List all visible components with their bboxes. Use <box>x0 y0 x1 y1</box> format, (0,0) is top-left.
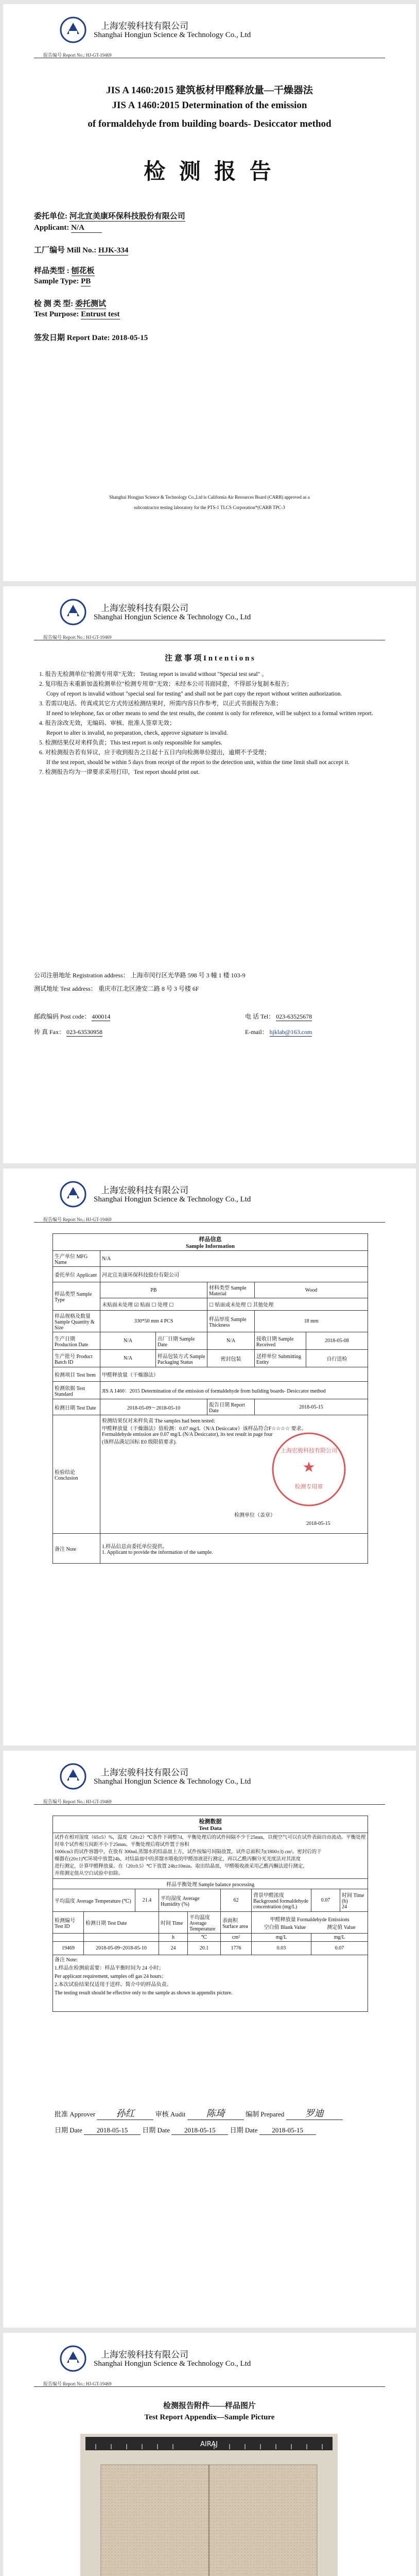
test-data-table <box>53 1816 368 2012</box>
notice-list <box>39 670 383 777</box>
qty-value: 330*50 mm 4 PCS <box>100 1311 207 1332</box>
unit-label: 送样单位 Submitting Entity <box>255 1350 306 1367</box>
date-value-1: 2018-05-15 <box>84 2126 141 2135</box>
tel-value: 023-63525678 <box>276 1013 312 1020</box>
batch-value: N/A <box>100 1350 156 1367</box>
stype-value: PB <box>100 1282 207 1298</box>
notice-item: 4. 报告涂改无效，无编码、审核、批准人签章无效； <box>39 720 176 726</box>
report-number: 报告编号 Report No.: HJ-GT-19469 <box>43 2381 112 2386</box>
report-header <box>39 13 389 46</box>
carb-line-1: Shanghai Hongjun Science & Technology Co.,Ltd is California Air Resources Board (CARB) approved as a <box>109 495 310 500</box>
notice-item: 1. 报告无检测单位"检测专用章"无效； Testing report is invalid without "Special test seal" 。 <box>39 671 268 677</box>
company-name-en: Shanghai Hongjun Science & Technology Co., Ltd <box>94 2360 251 2368</box>
result-head-temp: 平均温度 Average Temperature <box>188 1912 221 1934</box>
applicant-cn-row <box>34 210 185 222</box>
sample-cn-value: 刨花板 <box>72 265 95 276</box>
editor-label: 编制 Prepared <box>245 2110 285 2118</box>
purpose-en-value: Entrust test <box>81 310 120 318</box>
item-value: 甲醛释放量（干燥器法） <box>100 1367 368 1382</box>
purpose-cn-label: 检 测 类 型: <box>34 300 74 308</box>
sample-cn-row <box>34 265 95 276</box>
balance-hum: 62 <box>221 1889 252 1912</box>
seal-text: 上海宏骏科技有限公司 <box>281 1447 337 1454</box>
result-time: 24 <box>159 1942 188 1955</box>
date-label-2: 日期 Date <box>142 2126 170 2134</box>
mill-row <box>34 244 128 256</box>
method-line: 试件在相对湿度（65±5）%，温度（20±2）℃条件下调整7d，平衡处理后的试件间隔不少于25mm，以便空气可以在试件表面自由流动。平衡处理时单个试件相互间距不小于25mm。平衡处理后将试件置于容积 <box>55 1835 366 1848</box>
method-cell <box>53 1833 368 1879</box>
info-title-cn: 样品信息 <box>199 1236 222 1243</box>
date-row <box>55 2125 316 2135</box>
unit-date <box>84 1934 159 1942</box>
report-number: 报告编号 Report No.: HJ-GT-19469 <box>43 1799 112 1804</box>
rdate-value: 2018-05-15 <box>255 1399 368 1415</box>
sample-info-table <box>53 1233 368 1564</box>
remark-cell <box>100 1534 368 1564</box>
post-code-row <box>34 1012 110 1021</box>
company-logo-icon <box>60 1763 86 1790</box>
applicant-en-row <box>34 224 102 233</box>
email-row <box>245 1027 312 1037</box>
company-name-cn: 上海宏骏科技有限公司 <box>101 1768 188 1777</box>
balance-time-cell <box>340 1889 368 1912</box>
balance-title: 样品平衡处理 Sample balance processing <box>53 1879 368 1889</box>
company-name-cn: 上海宏骏科技有限公司 <box>101 1185 188 1195</box>
company-name-en: Shanghai Hongjun Science & Technology Co., Ltd <box>94 31 251 39</box>
result-id: 19469 <box>53 1942 84 1955</box>
result-temp: 20.1 <box>188 1942 221 1955</box>
method-line: 1000cm3 的试件容器中，在放有 300mL蒸馏水的结晶皿上方，试件按编号间隔放置，试件总面积为(1800±3) cm²。密封后的干 <box>55 1850 322 1855</box>
balance-temp: 21.4 <box>135 1889 159 1912</box>
company-logo-icon <box>60 2345 86 2372</box>
material-options: ☐ 贴面或未处理 ☐ 其他处理 <box>207 1298 368 1311</box>
test-address-label: 测试地址 Test address： <box>34 985 97 992</box>
unit-blank: mg/L <box>252 1934 311 1942</box>
title-en-2: of formaldehyde from building boards- Desiccator method <box>88 118 331 129</box>
reg-address-value: 上海市闵行区光华路 598 号 3 幢 1 楼 103-9 <box>130 972 246 979</box>
item-label: 检测项目 Test Item <box>53 1367 100 1382</box>
date-label-3: 日期 Date <box>230 2126 258 2134</box>
report-date-value: 2018-05-15 <box>112 334 148 342</box>
page-cover <box>3 4 416 581</box>
method-line: 燥器在(20±1)℃环境中放置24h，对结晶皿中的蒸馏水吸收的甲醛溶液进行测定，再以乙酰丙酮分光光度法对其浓度 <box>55 1857 301 1862</box>
result-area: 1776 <box>221 1942 252 1955</box>
notice-item: 3. 若需以电话、传真或其它方式传送检测结果时，所需内容只作参考，以正式书面报告为准； <box>39 701 282 707</box>
notice-item: If the test report, should be within 5 days from receipt of the report to the detection unit, within the time limit shall not accept it. <box>46 759 350 766</box>
company-logo-icon <box>60 599 86 625</box>
pack-label: 样品包装方式 Sample Packaging Status <box>156 1350 207 1367</box>
report-number: 报告编号 Report No.: HJ-GT-19469 <box>43 1217 112 1222</box>
company-name-en: Shanghai Hongjun Science & Technology Co., Ltd <box>94 1195 251 1204</box>
report-number: 报告编号 Report No.: HJ-GT-19469 <box>43 53 112 58</box>
conclusion-label: 检验结论 Conclusion <box>53 1415 100 1534</box>
checker-signature: 陈琦 <box>187 2106 244 2120</box>
balance-time: 24 <box>342 1904 347 1910</box>
date-label-1: 日期 Date <box>55 2126 82 2134</box>
header-divider <box>34 1222 385 1223</box>
notice-item: Copy of report is invalid without "special seal for testing" and shall not be part copy the report without written authorization. <box>46 691 342 697</box>
note-line: 1.样品在检测前需要：样品平衡时间为 24 小时； <box>55 1965 164 1971</box>
mill-value: HJK-334 <box>98 246 129 255</box>
notice-item: If need to telephone, fax or other means to send the test results, the content is only for reference, will be subject to a formal written report. <box>46 710 373 717</box>
recv-label: 接收日期 Sample Received <box>255 1332 306 1350</box>
reg-address-row <box>34 971 246 979</box>
report-header <box>39 2342 389 2375</box>
appendix-title-en: Test Report Appendix—Sample Picture <box>144 2413 275 2421</box>
applicant-en-label: Applicant: <box>34 224 69 232</box>
conclusion-cell <box>100 1415 368 1534</box>
header-divider <box>34 1804 385 1805</box>
unit-time: h <box>159 1934 188 1942</box>
sample-en-value: PB <box>81 277 91 285</box>
purpose-en-row <box>34 310 120 319</box>
company-name-cn: 上海宏骏科技有限公司 <box>101 21 188 31</box>
post-code-value: 400014 <box>92 1013 111 1020</box>
note-line: The testing result should be effective only to the sample as shown in appendix picture. <box>55 1990 233 1996</box>
conclusion-line: (该样品满足国标 E0 级限值要求). <box>102 1439 177 1445</box>
method-line: 进行测定，计算甲醛释放量。在（20±0.5）℃下放置 24h±10min。取出结晶皿，甲醛吸收液采用乙酰丙酮法进行测定， <box>55 1864 308 1869</box>
note-line: Per applicant requirement, samples off gas 24 hours； <box>55 1974 167 1979</box>
stype-label: 样品类型 Sample Type <box>53 1282 100 1311</box>
result-head-emission-cell <box>252 1912 368 1934</box>
title-cn: JIS A 1460:2015 建筑板材甲醛释放量—干燥器法 <box>106 85 313 96</box>
conclusion-line: 甲醛释放量（干燥器法）值检测：0.07 mg/L（N/A Desiccator）该样品符合F☆☆☆☆ 要求。 <box>102 1426 307 1432</box>
company-name-cn: 上海宏骏科技有限公司 <box>101 2350 188 2360</box>
mfg-value: N/A <box>100 1251 368 1267</box>
result-head-emission: 甲醛释放量 Formaldehyde Emissions <box>270 1917 350 1923</box>
company-logo-icon <box>60 16 86 43</box>
applicant-value: 河北宜美康环保科技股份有限公司 <box>100 1267 368 1282</box>
prod-label: 生产日期 Production Date <box>53 1332 100 1350</box>
scale-text: AIRAJ <box>200 2441 218 2448</box>
company-name-en: Shanghai Hongjun Science & Technology Co., Ltd <box>94 1777 251 1786</box>
result-value: 0.07 <box>311 1942 368 1955</box>
result-head-date: 检测日期 Test Date <box>84 1912 159 1934</box>
result-head-time: 时间 Time <box>159 1912 188 1934</box>
test-address-value: 重庆市江北区港安二路 8 号 3 号楼 6F <box>98 985 199 992</box>
reg-address-label: 公司注册地址 Registration address： <box>34 972 129 979</box>
seal-date: 2018-05-15 <box>306 1521 330 1527</box>
info-title-en: Sample Information <box>186 1243 235 1249</box>
report-number: 报告编号 Report No.: HJ-GT-19469 <box>43 635 112 640</box>
report-header <box>39 1178 389 1211</box>
result-date: 2018-05-09~2018-05-10 <box>84 1942 159 1955</box>
notes-cell <box>53 1955 368 2012</box>
report-header <box>39 596 389 629</box>
recv-value: 2018-05-08 <box>306 1332 368 1350</box>
sample-cn-label: 样品类型 : <box>34 267 69 275</box>
date-value-3: 2018-05-15 <box>259 2126 316 2135</box>
appendix-title-cn: 检测报告附件——样品图片 <box>163 2402 256 2410</box>
date-value-2: 2018-05-15 <box>171 2126 228 2135</box>
page-notice <box>3 586 416 1163</box>
balance-head-bg: 背景甲醛浓度 Background formaldehyde concentration (mg/L) <box>252 1889 311 1912</box>
material-value: Wood <box>255 1282 368 1298</box>
remark-line: 1. Applicant to provide the information of the sample. <box>102 1549 213 1555</box>
stype-options: 未贴面未处理 ☑ 贴面 ☐ 处理 ☐ <box>100 1298 207 1311</box>
notice-item: 6. 对检测报告若有异议，应于收到报告之日起十五日内向检测单位提出，逾期不予受理； <box>39 750 270 756</box>
tel-label: 电 话 Tel： <box>245 1013 275 1020</box>
data-title-cn: 检测数据 <box>199 1819 222 1825</box>
checker-label: 审核 Audit <box>155 2110 186 2118</box>
date-label: 检测日期 Test Date <box>53 1399 100 1415</box>
company-logo-icon <box>60 1181 86 1208</box>
std-label: 检测依据 Test Standard <box>53 1382 100 1399</box>
sample-photo <box>80 2434 338 2576</box>
note-line: 2.本次试验结果仅适用于送样、简介中的样品负责。 <box>55 1982 172 1988</box>
unit-id <box>53 1934 84 1942</box>
applicant-en-value: N/A <box>71 224 102 233</box>
thick-label: 样品厚度 Sample Thickness <box>207 1311 255 1332</box>
fax-row <box>34 1027 102 1037</box>
result-head-blank: 空白值 Blank Value <box>264 1924 306 1930</box>
applicant-label: 委托单位 Applicant <box>53 1267 100 1282</box>
applicant-cn-value: 河北宜美康环保科技股份有限公司 <box>69 210 185 222</box>
unit-temp: ℃ <box>188 1934 221 1942</box>
email-label: E-mail： <box>245 1028 268 1036</box>
approver-label: 批准 Approver <box>55 2110 96 2118</box>
date-value: 2018-05-09～2018-05-10 <box>100 1399 207 1415</box>
batch-label: 生产批号 Product Batch ID <box>53 1350 100 1367</box>
approver-signature: 孙红 <box>97 2106 153 2120</box>
notice-item: Report to alter is invalid, no preparation, check, approve signature is invalid. <box>46 730 228 736</box>
post-code-label: 邮政编码 Post code： <box>34 1013 91 1020</box>
company-name-cn: 上海宏骏科技有限公司 <box>101 603 188 613</box>
balance-head-time: 时间 Time (h) <box>342 1893 364 1904</box>
mfg-label: 生产单位 MFG Name <box>53 1251 100 1267</box>
result-head-area: 表面积 Surface area <box>221 1912 252 1934</box>
notice-item: 5. 检测结果仅对来样负责；This test report is only responsible for samples. <box>39 740 222 746</box>
mill-label: 工厂编号 Mill No.: <box>34 246 97 255</box>
notice-item: 2. 复印报告未重新加盖检测单位"检测专用章"无效；未经本公司书面同意，不得部分复制本报告； <box>39 681 293 687</box>
carb-line-2: subcontractor testing laboratory for the PTS-1 TLCS Corporation*(CARB TPC-3 <box>134 505 285 510</box>
title-en-1: JIS A 1460:2015 Determination of the emission <box>112 100 307 111</box>
notice-title: 注 意 事 项 I n t e n t i o n s <box>165 654 254 663</box>
conclusion-line: 检测结果仅对来样负责 The samples had been tested: <box>102 1418 215 1424</box>
purpose-cn-value: 委托测试 <box>75 298 106 309</box>
balance-bg: 0.07 <box>311 1889 340 1912</box>
std-value: JIS A 1460：2015 Determination of the emission of formaldehyde from building boards- Desiccator method <box>100 1382 368 1399</box>
seal-label: 检测单位（盖章） <box>234 1513 275 1518</box>
remark-line: 1.样品信息由委托单位提供。 <box>102 1544 168 1550</box>
page-appendix <box>3 2333 416 2576</box>
svg-text:★: ★ <box>302 1460 316 1476</box>
test-address-row <box>34 984 199 993</box>
purpose-cn-row <box>34 298 106 309</box>
result-blank: 0.03 <box>252 1942 311 1955</box>
prod-value: N/A <box>100 1332 156 1350</box>
ship-value: N/A <box>207 1332 255 1350</box>
header-divider <box>34 2386 385 2387</box>
tel-row <box>245 1012 312 1021</box>
report-header <box>39 1760 389 1793</box>
rdate-label: 报告日期 Report Date <box>207 1399 255 1415</box>
data-title-en: Test Data <box>199 1825 222 1832</box>
notes-label: 备注 Note: <box>55 1957 78 1963</box>
balance-head-hum: 平均湿度 Average Humidity (%) <box>159 1889 221 1912</box>
sample-en-row <box>34 277 91 286</box>
company-seal <box>270 1431 347 1508</box>
method-line: 并将测定值从空白试验中扣除。 <box>55 1871 124 1876</box>
page-sample-info <box>3 1168 416 1745</box>
seal-sub: 检测专用章 <box>294 1483 323 1490</box>
report-title: 检 测 报 告 <box>144 160 275 184</box>
report-date-label: 签发日期 Report Date: <box>34 334 110 342</box>
conclusion-line: Formaldehyde emission are 0.07 mg/L (N/A Desiccator), its test result in page four <box>102 1432 273 1437</box>
applicant-cn-label: 委托单位: <box>34 212 67 221</box>
sample-en-label: Sample Type: <box>34 277 79 285</box>
fax-label: 传 真 Fax： <box>34 1028 65 1036</box>
unit-value: mg/L <box>311 1934 368 1942</box>
signature-row <box>55 2106 343 2120</box>
fax-value: 023-63530958 <box>66 1028 103 1036</box>
page-test-data <box>3 1751 416 2328</box>
result-head-id: 检测编号 Test ID <box>53 1912 84 1934</box>
balance-head-temp: 平均温度 Average Temperature (℃) <box>53 1889 135 1912</box>
company-name-en: Shanghai Hongjun Science & Technology Co., Ltd <box>94 613 251 621</box>
purpose-en-label: Test Purpose: <box>34 310 79 318</box>
pack-value: 密封包装 <box>207 1350 255 1367</box>
qty-label: 样品规格及数量 Sample Quantity & Size <box>53 1311 100 1332</box>
unit-area: cm² <box>221 1934 252 1942</box>
ship-label: 出厂日期 Sample Date <box>156 1332 207 1350</box>
email-link[interactable]: hjklab@163.com <box>269 1028 312 1036</box>
editor-signature: 罗迪 <box>286 2106 343 2120</box>
thick-value: 18 mm <box>255 1311 368 1332</box>
result-head-value: 测定值 Value <box>327 1924 356 1930</box>
unit-value: 自行送检 <box>306 1350 368 1367</box>
report-date-row <box>34 332 148 343</box>
notice-item: 7. 检测报告均为一律要求采用打印，Test report should print out. <box>39 769 200 775</box>
material-label: 材料类型 Sample Material <box>207 1282 255 1298</box>
remark-label: 备注 Note <box>53 1534 100 1564</box>
